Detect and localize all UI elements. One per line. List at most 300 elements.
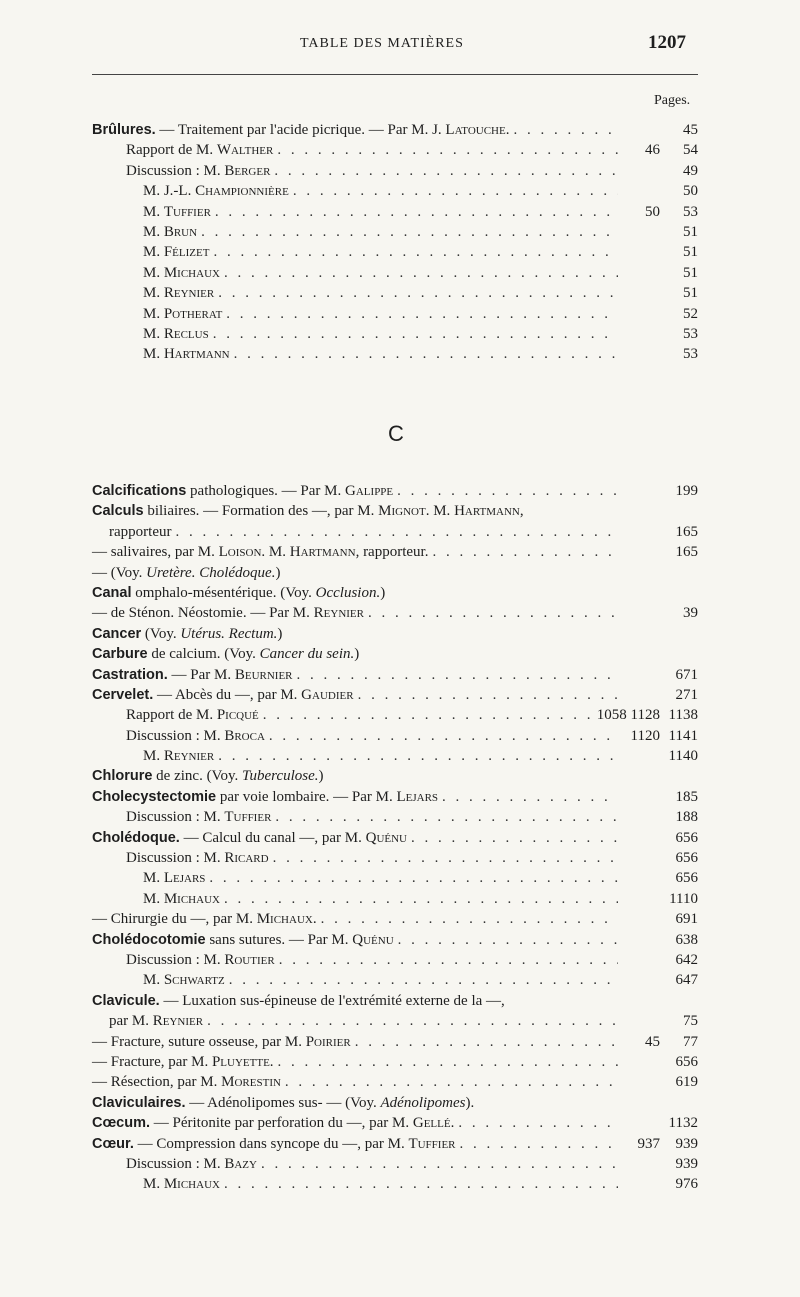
entry-text-part: M. <box>143 223 164 240</box>
index-entry <box>92 263 698 283</box>
entry-text-part: biliaires. — Formation des —, par M. <box>143 503 379 520</box>
entry-text <box>92 1072 281 1092</box>
entry-text-part: Tuberculose. <box>241 768 319 785</box>
entry-text <box>143 304 222 324</box>
entry-text-part: ) <box>354 646 360 663</box>
entry-text <box>143 222 197 242</box>
index-entry <box>92 603 698 623</box>
entry-text-part: Routier <box>224 951 275 968</box>
index-entry <box>92 222 698 242</box>
page-ref: 691 <box>675 911 698 928</box>
entry-text-part: ) <box>275 564 281 581</box>
entry-text <box>126 140 273 160</box>
index-entry <box>92 1113 698 1133</box>
entry-text-part: Championnière <box>195 183 289 200</box>
entry-text <box>92 542 428 562</box>
entry-text <box>92 481 393 501</box>
entry-text-part: Chlorure <box>92 768 153 785</box>
page-ref: 188 <box>675 809 698 826</box>
index-entry <box>92 242 698 262</box>
entry-text <box>92 624 282 644</box>
page-ref-secondary: 45 <box>645 1033 660 1050</box>
page-ref: 51 <box>683 285 698 302</box>
entry-text-part: — Résection, par M. <box>92 1074 222 1091</box>
entry-text-part: — Péritonite par perforation du —, par M. <box>150 1115 413 1132</box>
page-ref: 39 <box>683 605 698 622</box>
entry-text-part: Tuffier <box>224 809 272 826</box>
index-block-c <box>92 481 698 1195</box>
page-ref: 51 <box>683 244 698 261</box>
entry-text-part: M. J.-L. <box>143 183 196 200</box>
leader-dots <box>269 726 618 746</box>
page-ref-secondary: 1120 <box>630 727 660 744</box>
entry-text-part: Claviculaires. <box>92 1094 186 1111</box>
entry-text <box>143 344 230 364</box>
entry-text <box>126 848 269 868</box>
entry-text-part: omphalo-mésentérique. (Voy. <box>131 584 316 601</box>
entry-text-part: — Abcès du —, par M. <box>153 686 302 703</box>
leader-dots <box>274 161 618 181</box>
entry-text-part: Loison <box>218 544 262 561</box>
entry-text-part: Gaudier <box>301 686 354 703</box>
index-entry <box>92 583 698 603</box>
index-entry <box>92 991 698 1011</box>
entry-text <box>92 1134 456 1154</box>
entry-text-part: Pluyette <box>211 1053 270 1070</box>
entry-text <box>92 501 524 521</box>
entry-text-part: Michaux <box>256 911 313 928</box>
entry-text-part: — Fracture, par M. <box>92 1053 212 1070</box>
leader-dots <box>355 1032 618 1052</box>
entry-text-part: Cancer <box>92 625 142 642</box>
index-entry <box>92 705 698 725</box>
page-ref: 656 <box>675 870 698 887</box>
entry-text <box>109 522 171 542</box>
leader-dots <box>226 304 618 324</box>
entry-text <box>92 120 509 140</box>
index-entry <box>92 481 698 501</box>
index-entry <box>92 1011 698 1031</box>
entry-text-part: Rapport de M. <box>126 142 217 159</box>
leader-dots <box>224 1174 618 1194</box>
entry-text-part: pathologiques. — Par M. <box>186 483 346 499</box>
entry-text-part: M. <box>143 264 164 281</box>
entry-text-part: . M. <box>261 544 290 561</box>
entry-text-part: — Compression dans syncope du —, par M. <box>133 1135 409 1152</box>
entry-text-part: . M. <box>425 503 455 520</box>
entry-text-part: — Adénolipomes sus- — (Voy. <box>185 1094 381 1111</box>
page-ref: 75 <box>683 1013 698 1030</box>
entry-text-part: M. <box>143 890 164 907</box>
entry-text-part: M. <box>143 325 164 342</box>
entry-text-part: Félizet <box>163 244 210 261</box>
page-ref: 939 <box>675 1155 698 1172</box>
entry-text-part: M. <box>143 870 164 887</box>
entry-text-part: Poirier <box>305 1033 351 1050</box>
entry-text-part: Calculs <box>92 503 144 520</box>
entry-text-part: Cancer du sein. <box>259 646 355 663</box>
page-ref: 53 <box>683 325 698 342</box>
index-entry <box>92 1134 698 1154</box>
entry-text-part: Calcifications <box>92 483 187 499</box>
index-entry <box>92 1093 698 1113</box>
entry-text-part: — Luxation sus-épineuse de l'extrémité externe de la —, <box>159 992 505 1009</box>
leader-dots <box>397 481 618 501</box>
entry-text-part: Clavicule. <box>92 992 160 1009</box>
index-entry <box>92 970 698 990</box>
index-entry <box>92 542 698 562</box>
page-ref: 45 <box>683 122 698 138</box>
entry-text-part: Lejars <box>396 788 439 805</box>
page-ref: 51 <box>683 223 698 240</box>
index-entry <box>92 563 698 583</box>
entry-text-part: Brûlures. <box>92 122 156 138</box>
entry-text-part: Gellé <box>412 1115 451 1132</box>
page-ref: 656 <box>675 829 698 846</box>
page-ref: 165 <box>675 523 698 540</box>
leader-dots <box>442 787 618 807</box>
entry-text-part: . <box>312 911 317 928</box>
leader-dots <box>207 1011 618 1031</box>
entry-text-part: Discussion : M. <box>126 809 225 826</box>
entry-text <box>92 603 364 623</box>
leader-dots <box>273 848 618 868</box>
entry-text <box>92 685 354 705</box>
entry-text-part: — Chirurgie du —, par M. <box>92 911 257 928</box>
entry-text-part: , rapporteur. <box>355 544 429 561</box>
entry-text <box>92 1052 274 1072</box>
leader-dots <box>234 344 618 364</box>
entry-text <box>92 665 293 685</box>
page-ref: 51 <box>683 264 698 281</box>
page-ref: 49 <box>683 162 698 179</box>
index-entry <box>92 909 698 929</box>
leader-dots <box>213 324 618 344</box>
page-ref: 53 <box>683 346 698 363</box>
entry-text-part: Cholédoque. <box>92 829 180 846</box>
entry-text <box>143 970 225 990</box>
index-entry <box>92 140 698 160</box>
page-number: 1207 <box>648 32 686 53</box>
entry-text-part: Discussion : M. <box>126 1155 225 1172</box>
leader-dots <box>263 705 593 725</box>
entry-text-part: , <box>519 503 524 520</box>
entry-text <box>143 202 211 222</box>
page-ref: 1132 <box>668 1115 698 1132</box>
entry-text-part: Quénu <box>365 829 407 846</box>
entry-text-part: Reynier <box>313 605 364 622</box>
entry-text <box>143 746 214 766</box>
entry-text-part: Walther <box>216 142 274 159</box>
entry-text-part: Discussion : M. <box>126 162 225 179</box>
page-ref: 647 <box>675 972 698 989</box>
leader-dots <box>215 202 618 222</box>
leader-dots <box>213 242 618 262</box>
entry-text-part: Beurnier <box>234 666 293 683</box>
entry-text <box>126 950 275 970</box>
leader-dots <box>277 140 618 160</box>
entry-text-part: Picqué <box>216 707 259 724</box>
entry-text <box>126 705 259 725</box>
entry-text <box>92 1032 351 1052</box>
leader-dots <box>358 685 618 705</box>
leader-dots <box>261 1154 618 1174</box>
page-ref: 1140 <box>668 748 698 765</box>
entry-text-part: — Fracture, suture osseuse, par M. <box>92 1033 306 1050</box>
entry-text-part: Hartmann <box>163 346 230 363</box>
leader-dots <box>411 828 618 848</box>
entry-text-part: Discussion : M. <box>126 850 225 867</box>
entry-text-part: Quénu <box>352 931 394 948</box>
leader-dots <box>321 909 618 929</box>
page-ref: 1141 <box>668 727 698 744</box>
index-entry <box>92 1154 698 1174</box>
index-entry <box>92 1052 698 1072</box>
leader-dots <box>368 603 618 623</box>
entry-text-part: M. <box>143 972 164 989</box>
page-ref: 52 <box>683 305 698 322</box>
entry-text <box>92 991 505 1011</box>
entry-text-part: Brun <box>163 223 198 240</box>
entry-text <box>92 787 438 807</box>
page-ref: 939 <box>675 1135 698 1152</box>
entry-text-part: Reclus <box>163 325 209 342</box>
entry-text <box>126 726 265 746</box>
index-entry <box>92 746 698 766</box>
entry-text-part: Galippe <box>345 483 394 499</box>
entry-text-part: Cervelet. <box>92 686 154 703</box>
section-letter: C <box>388 421 404 446</box>
entry-text-part: Hartmann <box>454 503 520 520</box>
entry-text-part: — salivaires, par M. <box>92 544 219 561</box>
entry-text-part: M. <box>143 244 164 261</box>
leader-dots <box>218 283 618 303</box>
entry-text-part: Canal <box>92 584 132 601</box>
index-entry <box>92 1072 698 1092</box>
entry-text-part: . <box>269 1053 274 1070</box>
index-entry <box>92 283 698 303</box>
leader-dots <box>297 665 618 685</box>
entry-text-part: Morestin <box>221 1074 281 1091</box>
pages-column-label: Pages. <box>654 93 691 108</box>
leader-dots <box>278 1052 618 1072</box>
index-entry <box>92 848 698 868</box>
entry-text-part: — Par M. <box>167 666 235 683</box>
page-ref: 77 <box>683 1033 698 1050</box>
entry-text <box>143 324 209 344</box>
entry-text <box>92 828 407 848</box>
entry-text-part: Adénolipomes <box>380 1094 466 1111</box>
entry-text-part: Discussion : M. <box>126 727 225 744</box>
entry-text-part: ) <box>318 768 324 785</box>
entry-text <box>92 766 324 786</box>
index-entry <box>92 930 698 950</box>
page-ref: 671 <box>675 666 698 683</box>
entry-text-part: Ricard <box>224 850 269 867</box>
index-entry <box>92 644 698 664</box>
entry-text <box>143 242 209 262</box>
index-entry <box>92 624 698 644</box>
entry-text-part: ) <box>277 625 283 642</box>
index-block-b <box>92 120 698 365</box>
page-ref: 1110 <box>669 890 698 907</box>
index-entry <box>92 181 698 201</box>
entry-text-part: ) <box>380 584 386 601</box>
page-ref: 50 <box>683 183 698 200</box>
entry-text-part: Michaux <box>163 890 220 907</box>
page-ref: 53 <box>683 203 698 220</box>
index-entry <box>92 726 698 746</box>
page-ref: 638 <box>675 931 698 948</box>
entry-text-part: Rapport de M. <box>126 707 217 724</box>
entry-text-part: M. <box>143 285 164 302</box>
entry-text <box>92 909 317 929</box>
index-entry <box>92 889 698 909</box>
entry-text <box>143 181 289 201</box>
leader-dots <box>285 1072 618 1092</box>
entry-text-part: Reynier <box>152 1013 204 1030</box>
entry-text-part: Mignot <box>378 503 426 520</box>
entry-text-part: Tuffier <box>408 1135 456 1152</box>
entry-text <box>126 161 270 181</box>
index-entry <box>92 868 698 888</box>
entry-text-part: Cholecystectomie <box>92 788 217 805</box>
page-ref: 54 <box>683 142 698 159</box>
entry-text-part: Berger <box>224 162 271 179</box>
index-entry <box>92 1174 698 1194</box>
entry-text-part: Carbure <box>92 646 148 663</box>
entry-text <box>92 930 394 950</box>
entry-text <box>126 1154 257 1174</box>
entry-text-part: Castration. <box>92 666 168 683</box>
entry-text <box>143 868 205 888</box>
page-ref: 199 <box>675 483 698 499</box>
page-ref: 619 <box>675 1074 698 1091</box>
entry-text-part: Reynier <box>163 748 215 765</box>
index-entry <box>92 161 698 181</box>
entry-text <box>92 1093 474 1113</box>
entry-text-part: Latouche <box>445 122 506 138</box>
page-ref-secondary: 46 <box>645 142 660 159</box>
page-ref-secondary: 50 <box>645 203 660 220</box>
entry-text-part: Potherat <box>163 305 223 322</box>
entry-text <box>92 1113 454 1133</box>
entry-text-part: — Calcul du canal —, par M. <box>179 829 366 846</box>
leader-dots <box>460 1134 618 1154</box>
index-entry <box>92 828 698 848</box>
page-ref: 656 <box>675 850 698 867</box>
index-entry <box>92 501 698 521</box>
entry-text-part: M. <box>143 346 164 363</box>
entry-text-part: . <box>505 122 510 138</box>
leader-dots <box>432 542 618 562</box>
leader-dots <box>175 522 618 542</box>
entry-text-part: Reynier <box>163 285 215 302</box>
leader-dots <box>458 1113 618 1133</box>
page-ref-secondary: 937 <box>637 1135 660 1152</box>
entry-text-part: Bazy <box>224 1155 257 1172</box>
entry-text-part: de calcium. (Voy. <box>147 646 260 663</box>
leader-dots <box>224 889 618 909</box>
entry-text-part: par voie lombaire. — Par M. <box>216 788 397 805</box>
leader-dots <box>209 868 618 888</box>
leader-dots <box>398 930 618 950</box>
entry-text-part: — Traitement par l'acide picrique. — Par M. J. <box>155 122 446 138</box>
leader-dots <box>293 181 618 201</box>
entry-text-part: M. <box>143 305 164 322</box>
index-entry <box>92 344 698 364</box>
leader-dots <box>218 746 618 766</box>
entry-text-part: (Voy. <box>141 625 181 642</box>
entry-text-part: de zinc. (Voy. <box>152 768 242 785</box>
entry-text-part: ). <box>465 1094 475 1111</box>
leader-dots <box>275 807 618 827</box>
index-entry <box>92 665 698 685</box>
entry-text-part: Broca <box>224 727 265 744</box>
entry-text <box>109 1011 203 1031</box>
index-entry <box>92 304 698 324</box>
index-entry <box>92 766 698 786</box>
entry-text-part: — (Voy. <box>92 564 147 581</box>
entry-text-part: Cœur. <box>92 1135 134 1152</box>
entry-text-part: M. <box>143 203 164 220</box>
entry-text-part: . <box>450 1115 455 1132</box>
index-entry <box>92 807 698 827</box>
entry-text-part: M. <box>143 1176 164 1193</box>
entry-text-part: Tuffier <box>163 203 211 220</box>
index-entry <box>92 324 698 344</box>
entry-text <box>92 563 280 583</box>
entry-text-part: Cœcum. <box>92 1115 150 1132</box>
page-ref: 165 <box>675 544 698 561</box>
index-entry <box>92 120 698 140</box>
entry-text-part: sans sutures. — Par M. <box>205 931 353 948</box>
leader-dots <box>513 120 618 140</box>
entry-text <box>92 644 359 664</box>
entry-text-part: Michaux <box>163 264 220 281</box>
entry-text-part: — de Sténon. Néostomie. — Par M. <box>92 605 314 622</box>
leader-dots <box>229 970 618 990</box>
page-ref: 976 <box>675 1176 698 1193</box>
entry-text <box>143 1174 220 1194</box>
entry-text-part: Schwartz <box>163 972 225 989</box>
index-entry <box>92 522 698 542</box>
entry-text-part: Utérus. Rectum. <box>180 625 278 642</box>
header-rule <box>92 74 698 75</box>
leader-dots <box>224 263 618 283</box>
index-entry <box>92 1032 698 1052</box>
entry-text-part: Uretère. Cholédoque. <box>146 564 276 581</box>
entry-text <box>143 283 214 303</box>
entry-text-part: Hartmann <box>289 544 356 561</box>
index-entry <box>92 202 698 222</box>
entry-text <box>126 807 271 827</box>
running-title: TABLE DES MATIÈRES <box>300 36 464 51</box>
page-ref: 185 <box>675 788 698 805</box>
entry-text-part: Discussion : M. <box>126 951 225 968</box>
entry-text-part: Michaux <box>163 1176 220 1193</box>
index-entry <box>92 685 698 705</box>
index-entry <box>92 787 698 807</box>
page-ref: 271 <box>675 686 698 703</box>
leader-dots <box>279 950 618 970</box>
entry-text-part: Lejars <box>163 870 206 887</box>
entry-text <box>143 889 220 909</box>
index-entry <box>92 950 698 970</box>
entry-text-part: par M. <box>109 1013 153 1030</box>
page-ref: 642 <box>675 951 698 968</box>
entry-text <box>92 583 385 603</box>
